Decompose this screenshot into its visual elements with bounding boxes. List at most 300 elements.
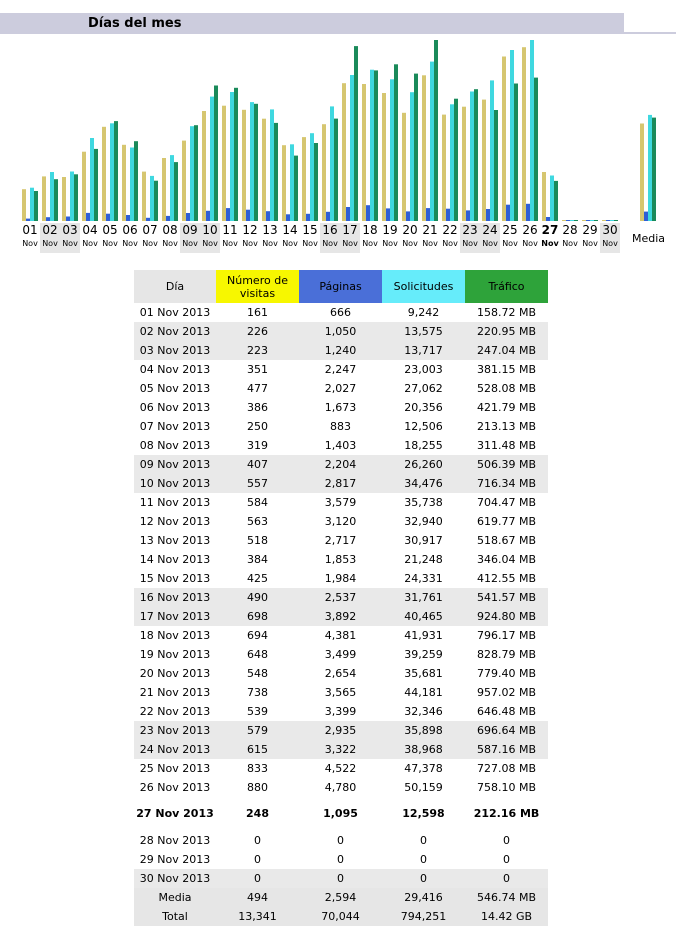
- bar-trafico: [194, 125, 198, 221]
- day-label: [220, 223, 240, 253]
- cell-trafico: 646.48 MB: [476, 705, 537, 718]
- table-row: [134, 664, 548, 683]
- header-paginas: Páginas: [299, 270, 382, 303]
- day-number: 03: [62, 223, 78, 237]
- bar-trafico: [314, 143, 318, 221]
- cell-visitas: 648: [247, 648, 268, 661]
- table-row: [134, 683, 548, 702]
- day-number: 01: [22, 223, 38, 237]
- day-number: 23: [462, 223, 478, 237]
- cell-paginas: 0: [337, 853, 344, 866]
- bar-paginas: [46, 217, 50, 221]
- cell-paginas: 1,984: [324, 572, 357, 585]
- cell-date: 06 Nov 2013: [139, 401, 211, 414]
- cell-solicitudes: 23,003: [404, 363, 443, 376]
- bar-visitas: [602, 220, 606, 221]
- day-month: Nov: [422, 239, 438, 248]
- bar-trafico: [574, 220, 578, 221]
- day-month: Nov: [502, 239, 518, 248]
- bar-paginas: [226, 208, 230, 221]
- bar-trafico: [414, 74, 418, 221]
- table-row: [134, 607, 548, 626]
- table-row: [134, 512, 548, 531]
- cell-date: 09 Nov 2013: [134, 455, 216, 474]
- cell-visitas: 161: [247, 306, 268, 319]
- cell-trafico: 213.13 MB: [476, 420, 537, 433]
- cell-paginas: 2,817: [299, 474, 382, 493]
- cell-trafico: 957.02 MB: [476, 686, 537, 699]
- cell-footer-paginas: 70,044: [299, 907, 382, 926]
- bar-trafico: [94, 149, 98, 221]
- bar-visitas: [442, 115, 446, 221]
- day-number: 02: [42, 223, 58, 237]
- day-month: Nov: [602, 239, 618, 248]
- daily-bar-chart: [0, 36, 676, 224]
- cell-visitas: 490: [216, 588, 299, 607]
- cell-paginas: 4,522: [324, 762, 357, 775]
- cell-visitas: 880: [247, 781, 268, 794]
- cell-date: 30 Nov 2013: [134, 869, 216, 888]
- bar-paginas: [586, 220, 590, 221]
- bar-visitas: [222, 106, 226, 221]
- cell-date: 16 Nov 2013: [134, 588, 216, 607]
- cell-date: 25 Nov 2013: [139, 762, 211, 775]
- day-number: 24: [482, 223, 498, 237]
- cell-date: 01 Nov 2013: [139, 306, 211, 319]
- cell-paginas: 2,654: [324, 667, 357, 680]
- table-row: [134, 850, 548, 869]
- cell-trafico: 796.17 MB: [476, 629, 537, 642]
- page-title: Días del mes: [88, 16, 182, 31]
- day-label: [500, 223, 520, 253]
- cell-date: 02 Nov 2013: [134, 322, 216, 341]
- cell-visitas: 250: [247, 420, 268, 433]
- bar-paginas: [546, 217, 550, 221]
- cell-date: 13 Nov 2013: [139, 534, 211, 547]
- bar-solicitudes: [550, 176, 554, 222]
- cell-trafico: 158.72 MB: [476, 306, 537, 319]
- bar-trafico: [474, 89, 478, 221]
- table-row: [134, 588, 548, 607]
- day-month: Nov: [142, 239, 158, 248]
- day-month: Nov: [302, 239, 318, 248]
- bar-solicitudes: [648, 115, 652, 221]
- cell-solicitudes: 12,506: [404, 420, 443, 433]
- bar-visitas: [122, 145, 126, 221]
- cell-visitas: 584: [247, 496, 268, 509]
- cell-paginas: 0: [337, 834, 344, 847]
- cell-paginas: 1,240: [299, 341, 382, 360]
- table-row: [134, 398, 548, 417]
- day-label: [80, 223, 100, 253]
- bar-trafico: [134, 141, 138, 221]
- table-row: [134, 474, 548, 493]
- bar-paginas: [326, 212, 330, 221]
- day-month: Nov: [82, 239, 98, 248]
- day-month: Nov: [482, 239, 498, 248]
- cell-visitas: 386: [247, 401, 268, 414]
- bar-trafico: [594, 220, 598, 221]
- cell-footer-label: Media: [134, 888, 216, 907]
- bar-trafico: [294, 156, 298, 221]
- day-number: 06: [122, 223, 138, 237]
- day-month: Nov: [442, 239, 458, 248]
- day-number: 11: [222, 223, 238, 237]
- cell-trafico: 311.48 MB: [476, 439, 537, 452]
- bar-solicitudes: [570, 220, 574, 221]
- cell-trafico: 696.64 MB: [465, 721, 548, 740]
- bar-trafico: [374, 70, 378, 221]
- table-row: [134, 702, 548, 721]
- bar-visitas: [582, 220, 586, 221]
- cell-visitas: 0: [254, 853, 261, 866]
- table-row: [134, 797, 548, 831]
- cell-solicitudes: 12,598: [402, 807, 445, 820]
- day-label: [280, 223, 300, 253]
- cell-date: 27 Nov 2013: [136, 807, 214, 820]
- bar-visitas: [22, 189, 26, 221]
- cell-solicitudes: 47,378: [404, 762, 443, 775]
- bar-solicitudes: [170, 155, 174, 221]
- day-number: 13: [262, 223, 278, 237]
- cell-paginas: 3,399: [324, 705, 357, 718]
- bar-paginas: [86, 213, 90, 221]
- cell-trafico: 212.16 MB: [473, 807, 540, 820]
- day-number: 22: [442, 223, 458, 237]
- day-number: 20: [402, 223, 418, 237]
- bar-paginas: [286, 214, 290, 221]
- day-number: 26: [522, 223, 538, 237]
- cell-solicitudes: 39,259: [404, 648, 443, 661]
- cell-footer-solicitudes: 29,416: [382, 888, 465, 907]
- cell-paginas: 2,027: [324, 382, 357, 395]
- cell-solicitudes: 32,940: [404, 515, 443, 528]
- bar-paginas: [146, 218, 150, 221]
- cell-paginas: 2,717: [324, 534, 357, 547]
- bar-solicitudes: [130, 148, 134, 222]
- cell-paginas: 3,120: [324, 515, 357, 528]
- day-number: 19: [382, 223, 398, 237]
- bar-paginas: [346, 207, 350, 221]
- day-number: 10: [202, 223, 218, 237]
- day-number: 14: [282, 223, 298, 237]
- day-label: [20, 223, 40, 253]
- bar-visitas: [482, 100, 486, 221]
- cell-trafico: 758.10 MB: [476, 781, 537, 794]
- table-row: [134, 303, 548, 322]
- bar-solicitudes: [450, 104, 454, 221]
- day-month: Nov: [122, 239, 138, 248]
- cell-solicitudes: 0: [420, 853, 427, 866]
- day-label: [480, 223, 500, 253]
- cell-solicitudes: 9,242: [407, 306, 440, 319]
- cell-trafico: 587.16 MB: [465, 740, 548, 759]
- day-number: 07: [142, 223, 158, 237]
- bar-paginas: [406, 211, 410, 221]
- day-label: [320, 223, 340, 253]
- day-month: Nov: [541, 239, 559, 248]
- bar-solicitudes: [590, 220, 594, 221]
- cell-trafico: 421.79 MB: [476, 401, 537, 414]
- title-bar-line: [624, 32, 676, 34]
- bar-paginas: [166, 216, 170, 221]
- cell-solicitudes: 50,159: [404, 781, 443, 794]
- cell-paginas: 1,095: [323, 807, 358, 820]
- day-number: 15: [302, 223, 318, 237]
- bar-paginas: [386, 208, 390, 221]
- cell-trafico: 779.40 MB: [476, 667, 537, 680]
- cell-solicitudes: 26,260: [382, 455, 465, 474]
- cell-visitas: 833: [247, 762, 268, 775]
- cell-paginas: 3,892: [299, 607, 382, 626]
- bar-trafico: [214, 86, 218, 222]
- day-month: Nov: [342, 239, 358, 248]
- cell-solicitudes: 31,761: [382, 588, 465, 607]
- day-number: 12: [242, 223, 258, 237]
- cell-visitas: 579: [216, 721, 299, 740]
- table-row: [134, 550, 548, 569]
- bar-visitas: [462, 107, 466, 221]
- cell-trafico: 924.80 MB: [465, 607, 548, 626]
- cell-solicitudes: 27,062: [404, 382, 443, 395]
- table-row: [134, 869, 548, 888]
- cell-trafico: 346.04 MB: [476, 553, 537, 566]
- day-label: [240, 223, 260, 253]
- cell-visitas: 248: [246, 807, 269, 820]
- cell-footer-paginas: 2,594: [299, 888, 382, 907]
- bar-trafico: [652, 118, 656, 221]
- cell-footer-trafico: 14.42 GB: [465, 907, 548, 926]
- cell-trafico: 0: [465, 869, 548, 888]
- day-label: [260, 223, 280, 253]
- cell-date: 24 Nov 2013: [134, 740, 216, 759]
- bar-paginas: [126, 215, 130, 221]
- table-row: [134, 721, 548, 740]
- bar-trafico: [334, 119, 338, 221]
- day-month: Nov: [382, 239, 398, 248]
- bar-trafico: [114, 121, 118, 221]
- table-row: [134, 379, 548, 398]
- day-month: Nov: [522, 239, 538, 248]
- bar-visitas: [42, 176, 46, 221]
- day-label: [200, 223, 220, 253]
- day-number: 29: [582, 223, 598, 237]
- cell-paginas: 3,322: [299, 740, 382, 759]
- cell-visitas: 548: [247, 667, 268, 680]
- bar-trafico: [514, 84, 518, 222]
- day-number: 30: [602, 223, 618, 237]
- bar-visitas: [142, 172, 146, 221]
- bar-trafico: [254, 104, 258, 221]
- cell-trafico: 704.47 MB: [476, 496, 537, 509]
- bar-visitas: [242, 110, 246, 221]
- cell-visitas: 563: [247, 515, 268, 528]
- bar-solicitudes: [50, 172, 54, 221]
- bar-paginas: [446, 209, 450, 221]
- cell-solicitudes: 44,181: [404, 686, 443, 699]
- bar-visitas: [402, 113, 406, 221]
- bar-paginas: [486, 209, 490, 221]
- cell-date: 08 Nov 2013: [139, 439, 211, 452]
- day-label: [300, 223, 320, 253]
- bar-solicitudes: [270, 109, 274, 221]
- cell-visitas: 539: [247, 705, 268, 718]
- header-solicitudes: Solicitudes: [382, 270, 465, 303]
- day-number: 08: [162, 223, 178, 237]
- cell-date: 28 Nov 2013: [139, 834, 211, 847]
- bar-paginas: [566, 220, 570, 221]
- bar-visitas: [422, 75, 426, 221]
- bar-trafico: [454, 99, 458, 221]
- cell-solicitudes: 32,346: [404, 705, 443, 718]
- day-label: [120, 223, 140, 253]
- cell-solicitudes: 35,898: [382, 721, 465, 740]
- cell-paginas: 2,537: [299, 588, 382, 607]
- day-month: Nov: [462, 239, 478, 248]
- header-visitas: Número de visitas: [216, 270, 299, 303]
- bar-trafico: [74, 174, 78, 221]
- table-row: [134, 626, 548, 645]
- table-row: [134, 778, 548, 797]
- bar-solicitudes: [290, 144, 294, 221]
- day-month: Nov: [222, 239, 238, 248]
- bar-visitas: [640, 124, 644, 222]
- cell-solicitudes: 35,738: [404, 496, 443, 509]
- cell-trafico: 528.08 MB: [476, 382, 537, 395]
- table-row: [134, 455, 548, 474]
- cell-trafico: 0: [503, 853, 510, 866]
- table-row: [134, 322, 548, 341]
- day-label: [400, 223, 420, 253]
- table-footer-row: [134, 888, 548, 907]
- day-number: 27: [541, 223, 559, 237]
- cell-solicitudes: 34,476: [382, 474, 465, 493]
- day-month: Nov: [182, 239, 198, 248]
- cell-date: 29 Nov 2013: [139, 853, 211, 866]
- cell-date: 15 Nov 2013: [139, 572, 211, 585]
- table-row: [134, 569, 548, 588]
- bar-paginas: [66, 217, 70, 222]
- cell-trafico: 727.08 MB: [476, 762, 537, 775]
- cell-visitas: 0: [254, 834, 261, 847]
- bar-solicitudes: [90, 138, 94, 221]
- day-label: [340, 223, 360, 253]
- bar-visitas: [522, 47, 526, 221]
- day-label: [380, 223, 400, 253]
- cell-solicitudes: 0: [420, 834, 427, 847]
- bar-solicitudes: [430, 62, 434, 221]
- bar-solicitudes: [310, 133, 314, 221]
- cell-trafico: 828.79 MB: [476, 648, 537, 661]
- bar-visitas: [162, 158, 166, 221]
- day-number: 16: [322, 223, 338, 237]
- day-label: [360, 223, 380, 253]
- cell-visitas: 0: [216, 869, 299, 888]
- day-label: [180, 223, 200, 253]
- cell-paginas: 1,853: [324, 553, 357, 566]
- day-number: 21: [422, 223, 438, 237]
- bar-paginas: [186, 213, 190, 221]
- day-label: [460, 223, 480, 253]
- cell-date: 26 Nov 2013: [139, 781, 211, 794]
- media-label: Media: [632, 232, 666, 245]
- table-row: [134, 740, 548, 759]
- cell-date: 11 Nov 2013: [139, 496, 211, 509]
- bar-solicitudes: [110, 123, 114, 221]
- cell-trafico: 247.04 MB: [465, 341, 548, 360]
- bar-trafico: [434, 40, 438, 221]
- day-month: Nov: [562, 239, 578, 248]
- bar-solicitudes: [190, 126, 194, 221]
- cell-solicitudes: 0: [382, 869, 465, 888]
- cell-solicitudes: 41,931: [404, 629, 443, 642]
- bar-solicitudes: [370, 70, 374, 221]
- day-label: [440, 223, 460, 253]
- day-label: [600, 223, 620, 253]
- bar-visitas: [62, 177, 66, 221]
- cell-footer-label: Total: [134, 907, 216, 926]
- bar-solicitudes: [470, 92, 474, 222]
- table-row: [134, 759, 548, 778]
- day-number: 09: [182, 223, 198, 237]
- bar-solicitudes: [350, 75, 354, 221]
- day-month: Nov: [42, 239, 58, 248]
- day-month: Nov: [62, 239, 78, 248]
- bar-solicitudes: [490, 80, 494, 221]
- day-label: [560, 223, 580, 253]
- bar-trafico: [354, 46, 358, 221]
- header-dia: Día: [134, 270, 216, 303]
- cell-paginas: 4,780: [324, 781, 357, 794]
- table-row: [134, 645, 548, 664]
- day-month: Nov: [162, 239, 178, 248]
- bar-paginas: [306, 214, 310, 221]
- table-header-row: [134, 270, 548, 303]
- bar-visitas: [542, 172, 546, 221]
- cell-trafico: 541.57 MB: [465, 588, 548, 607]
- bar-visitas: [182, 141, 186, 221]
- bar-solicitudes: [70, 172, 74, 222]
- header-trafico: Tráfico: [465, 270, 548, 303]
- day-label: [580, 223, 600, 253]
- bar-solicitudes: [510, 50, 514, 221]
- bar-visitas: [502, 57, 506, 222]
- day-month: Nov: [402, 239, 418, 248]
- bar-trafico: [34, 191, 38, 221]
- bar-paginas: [526, 204, 530, 221]
- day-label: [40, 223, 60, 253]
- bar-trafico: [174, 162, 178, 221]
- bar-solicitudes: [610, 220, 614, 221]
- cell-date: 07 Nov 2013: [139, 420, 211, 433]
- cell-date: 19 Nov 2013: [139, 648, 211, 661]
- cell-date: 04 Nov 2013: [139, 363, 211, 376]
- day-number: 18: [362, 223, 378, 237]
- table-row: [134, 831, 548, 850]
- bar-trafico: [614, 220, 618, 221]
- cell-solicitudes: 35,681: [404, 667, 443, 680]
- cell-visitas: 557: [216, 474, 299, 493]
- table-row: [134, 493, 548, 512]
- bar-trafico: [234, 88, 238, 221]
- cell-date: 22 Nov 2013: [139, 705, 211, 718]
- cell-date: 23 Nov 2013: [134, 721, 216, 740]
- day-label: [140, 223, 160, 253]
- bar-visitas: [82, 152, 86, 221]
- bar-solicitudes: [210, 97, 214, 221]
- bar-trafico: [394, 64, 398, 221]
- table-row: [134, 360, 548, 379]
